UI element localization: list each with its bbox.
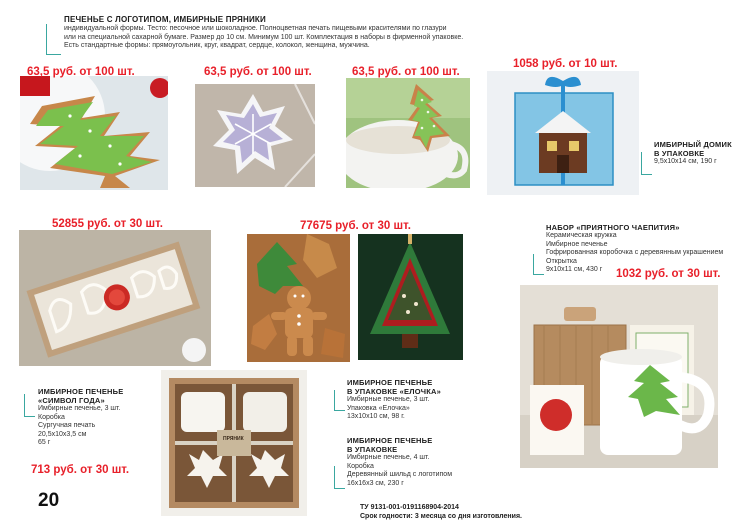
tree-pack-accent-line xyxy=(334,390,345,411)
price-tag-2: 63,5 руб. от 100 шт. xyxy=(204,66,312,78)
photo-snowflake-cookie xyxy=(195,84,315,187)
tea-set-details: Керамическая кружка Имбирное печенье Гофрированная коробочка с деревянным украшением Открытка 9x10x11 см, 430 г xyxy=(546,232,724,274)
photo-gingerbread-men xyxy=(247,234,350,362)
tree-pack-title: ИМБИРНОЕ ПЕЧЕНЬЕ В УПАКОВКЕ «ЕЛОЧКА» xyxy=(347,378,441,396)
pack-details: Имбирные печенье, 4 шт. Коробка Деревянный шильд с логотипом 16x16x3 см, 230 г xyxy=(347,454,453,487)
symbol-details: Имбирные печенье, 3 шт. Коробка Сургучная печать 20,5x10x3,5 см 65 г xyxy=(38,405,121,447)
symbol-title: ИМБИРНОЕ ПЕЧЕНЬЕ «СИМВОЛ ГОДА» xyxy=(38,387,124,405)
page-title: ПЕЧЕНЬЕ С ЛОГОТИПОМ, ИМБИРНЫЕ ПРЯНИКИ xyxy=(64,15,266,24)
tea-set-accent-line xyxy=(533,254,544,275)
photo-cup-cookie xyxy=(346,78,470,188)
house-title: ИМБИРНЫЙ ДОМИК В УПАКОВКЕ xyxy=(654,140,732,158)
tu-code: ТУ 9131-001-0191168904-2014 xyxy=(360,504,459,511)
photo-tea-set xyxy=(520,285,718,468)
photo-tree-cookie xyxy=(20,76,168,190)
header-accent-line xyxy=(46,24,61,55)
house-details: 9,5x10x14 см, 190 г xyxy=(654,158,717,165)
photo-tree-package xyxy=(358,234,463,360)
price-tag-1: 63,5 руб. от 100 шт. xyxy=(27,66,135,78)
photo-symbol-box xyxy=(19,230,211,366)
pack-title: ИМБИРНОЕ ПЕЧЕНЬЕ В УПАКОВКЕ xyxy=(347,436,433,454)
shelf-life: Срок годности: 3 месяца со дня изготовления. xyxy=(360,513,522,520)
price-tag-4: 1058 руб. от 10 шт. xyxy=(513,58,618,70)
photo-four-cookies-box xyxy=(161,370,307,516)
price-tag-5: 52855 руб. от 30 шт. xyxy=(52,218,163,230)
house-accent-line xyxy=(641,152,652,175)
price-tag-3: 63,5 руб. от 100 шт. xyxy=(352,66,460,78)
symbol-accent-line xyxy=(24,394,35,417)
tea-set-title: НАБОР «ПРИЯТНОГО ЧАЕПИТИЯ» xyxy=(546,223,680,232)
price-tag-7: 1032 руб. от 30 шт. xyxy=(616,268,721,280)
box-plate-label: ПРЯНИК xyxy=(223,436,244,442)
photo-gingerbread-house xyxy=(487,71,639,195)
price-tag-6: 77675 руб. от 30 шт. xyxy=(300,220,411,232)
tree-pack-details: Имбирные печенье, 3 шт. Упаковка «Елочка» 13x10x10 см, 98 г. xyxy=(347,396,430,421)
pack-accent-line xyxy=(334,466,345,489)
page-number: 20 xyxy=(38,490,60,511)
header-description: индивидуальной формы. Тесто: песочное или шоколадное. Полноцветная печать пищевыми красителями по глазури или на специальной сахарной бумаге. Размер до 10 см. Минимум 100 шт. Комплектация в наборы в фирменной упаковке. Есть стандартные формы: прямоугольник, круг, квадрат, сердце, колокол, женщина, мужчина. xyxy=(64,25,464,50)
price-tag-8: 713 руб. от 30 шт. xyxy=(31,464,130,476)
